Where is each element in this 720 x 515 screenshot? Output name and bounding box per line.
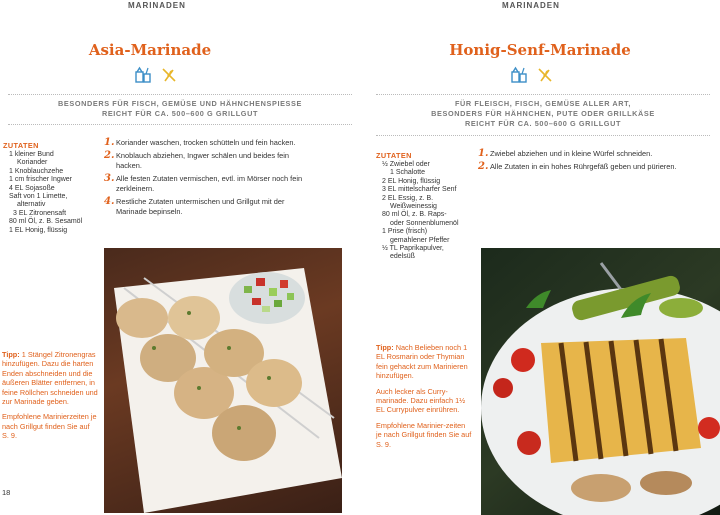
ingredient: 1 Knoblauchzehe: [9, 167, 64, 175]
tip-text: Auch lecker als Curry-marinade. Dazu einfach 1½ EL Currypulver einrühren.: [376, 386, 466, 415]
ingredient: 1 Prise (frisch): [382, 228, 428, 236]
step-text: Alle Zutaten in ein hohes Rührgefäß geben und pürieren.: [490, 162, 677, 171]
step-text: Zwiebel abziehen und in kleine Würfel schneiden.: [490, 149, 653, 158]
ingredient: 1 cm frischer Ingwer: [9, 176, 73, 184]
step-text: Koriander waschen, trocken schütteln und fein hacken.: [116, 138, 296, 147]
divider: [8, 124, 352, 126]
step-number: 1.: [478, 148, 489, 159]
step-number: 4.: [104, 196, 115, 207]
drinks-icon: [134, 66, 152, 84]
divider: [8, 94, 352, 96]
step: [104, 197, 304, 217]
ingredient: gemahlener Pfeffer: [390, 236, 450, 244]
diet-icons: [510, 66, 554, 84]
step-number: 3.: [104, 173, 115, 184]
step-text: Knoblauch abziehen, Ingwer schälen und beides fein hacken.: [116, 151, 289, 170]
step: [478, 162, 693, 172]
ingredient: alternativ: [17, 201, 46, 209]
tip-text: Nach Belieben noch 1 EL Rosmarin oder Thymian fein gehackt zum Marinieren hinzufügen.: [376, 343, 468, 381]
ingredient: Saft von 1 Limette,: [9, 193, 68, 201]
step-text: Alle festen Zutaten vermischen, evtl. im Mörser noch fein zerkleinern.: [116, 174, 303, 193]
ingredient: ½ TL Paprikapulver,: [382, 245, 444, 253]
right-page: [360, 0, 720, 515]
steps-list: [104, 138, 304, 220]
step: [104, 138, 304, 148]
tip-text: 1 Stängel Zitronengras hinzufügen. Dazu die harten Enden abschneiden und die äußeren Blätter entfernen, in feine Röllchen schneiden und zur Marinade geben.: [2, 350, 98, 407]
ingredient: ½ Zwiebel oder: [382, 161, 430, 168]
ingredient: oder Sonnenblumenöl: [390, 219, 459, 227]
divider: [376, 94, 710, 96]
ingredients-list: [382, 161, 459, 262]
no-wheat-icon: [160, 66, 178, 84]
step: [104, 151, 304, 171]
grilled-plate-illustration: [481, 248, 720, 515]
step-number: 1.: [104, 137, 115, 148]
ingredient: 4 EL Sojasoße: [9, 184, 55, 192]
ingredient: 3 EL mittelscharfer Senf: [382, 186, 457, 194]
grilled-cheese-photo: [481, 248, 720, 515]
step-number: 2.: [104, 150, 115, 161]
ingredient: 2 EL Essig, z. B.: [382, 194, 434, 202]
subhead: [376, 99, 710, 129]
diet-icons: [134, 66, 178, 84]
ingredient: 1 EL Honig, flüssig: [9, 226, 68, 234]
page-number: 18: [2, 488, 11, 497]
skewers-photo: [104, 248, 342, 513]
ingredient: edelsüß: [390, 253, 415, 261]
recipe-title: Asia-Marinade: [88, 41, 212, 59]
subhead-line: BESONDERS FÜR HÄHNCHEN, PUTE ODER GRILLKÄSE: [431, 109, 655, 118]
running-head: MARINADEN: [128, 1, 186, 10]
ingredient: Koriander: [17, 159, 48, 167]
tip-box: [2, 350, 98, 447]
subhead-line: BESONDERS FÜR FISCH, GEMÜSE UND HÄHNCHENSPIESSE: [58, 99, 302, 108]
grilled-cheese: [541, 338, 701, 463]
tip-label: Tipp:: [376, 343, 394, 352]
running-head: MARINADEN: [502, 1, 560, 10]
skewers-illustration: [104, 248, 342, 513]
drinks-icon: [510, 66, 528, 84]
step-number: 2.: [478, 161, 489, 172]
ingredient: 1 kleiner Bund: [9, 151, 54, 158]
subhead: [10, 99, 350, 119]
ingredients-list: [9, 151, 82, 235]
subhead-line: FÜR FLEISCH, FISCH, GEMÜSE ALLER ART,: [454, 99, 632, 108]
subhead-line: REICHT FÜR CA. 500–600 G GRILLGUT: [464, 119, 622, 128]
step: [104, 174, 304, 194]
ingredient: Weißweinessig: [390, 203, 437, 211]
ingredients-label: ZUTATEN: [376, 151, 412, 160]
ingredient: 2 EL Honig, flüssig: [382, 177, 441, 185]
tip-text: Empfohlene Marinierzeiten je nach Grillgut finden Sie auf S. 9.: [2, 412, 97, 441]
subhead-line: REICHT FÜR CA. 500–600 G GRILLGUT: [101, 109, 259, 118]
divider: [376, 135, 710, 137]
tip-box: [376, 343, 472, 455]
ingredient: 80 ml Öl, z. B. Raps-: [382, 211, 447, 219]
ingredient: 80 ml Öl, z. B. Sesamöl: [9, 218, 83, 226]
tip-text: Empfohlene Marinier-zeiten je nach Grillgut finden Sie auf S. 9.: [376, 420, 472, 449]
ingredient: 3 EL Zitronensaft: [13, 209, 67, 217]
step-text: Restliche Zutaten untermischen und Grillgut mit der Marinade bepinseln.: [116, 197, 285, 216]
recipe-title: Honig-Senf-Marinade: [449, 41, 631, 59]
ingredient: 1 Schalotte: [390, 169, 426, 177]
steps-list: [478, 149, 693, 175]
step: [478, 149, 693, 159]
tip-label: Tipp:: [2, 350, 20, 359]
ingredients-label: ZUTATEN: [3, 141, 39, 150]
no-wheat-icon: [536, 66, 554, 84]
